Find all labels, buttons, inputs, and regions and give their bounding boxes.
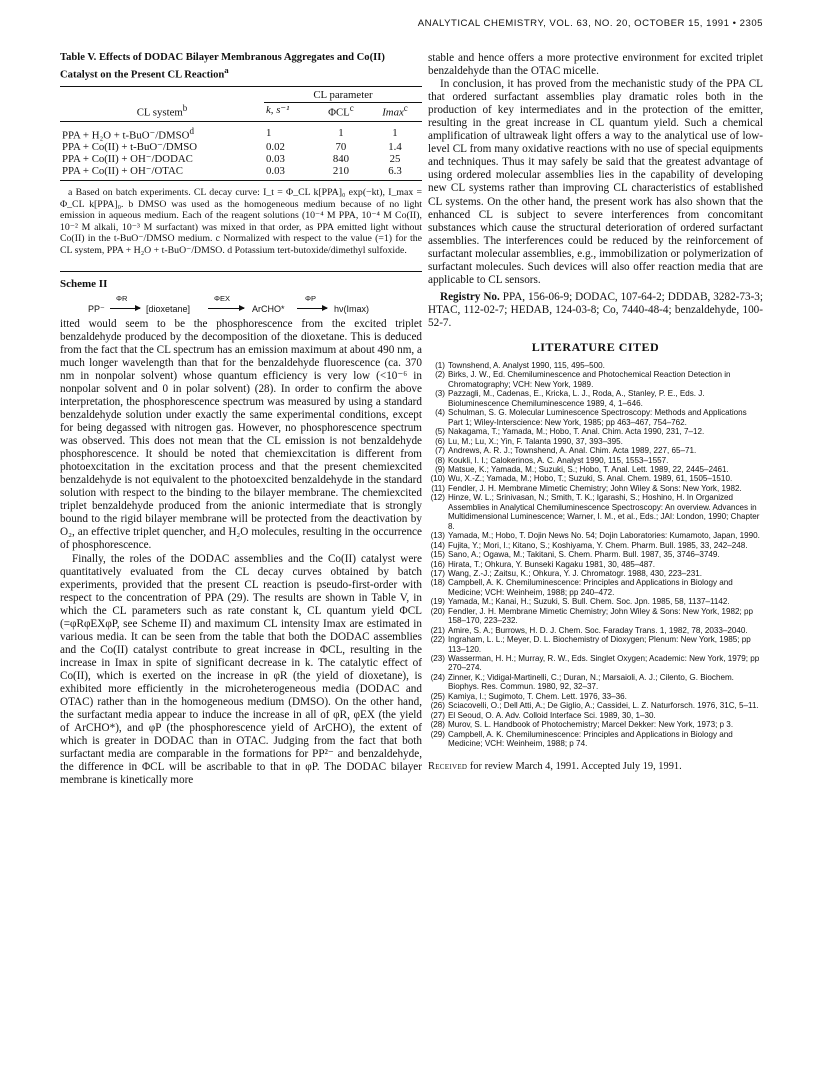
reference-text: Campbell, A. K. Chemiluminescence: Principles and Applications in Biology and Medicine; VCH: Weinheim, 1988; p 74. [448, 729, 733, 749]
reference-text: Andrews, A. R. J.; Townshend, A. Anal. Chim. Acta 1989, 227, 65–71. [448, 446, 697, 456]
reference-item [428, 550, 763, 559]
reference-text: Townshend, A. Analyst 1990, 115, 495–500. [448, 360, 605, 370]
col-header-system: CL system$^b$ [60, 102, 264, 121]
reference-item [428, 626, 763, 635]
reference-number: (29) [430, 729, 445, 739]
received-note: Received for review March 4, 1991. Accepted July 19, 1991. [428, 760, 682, 772]
scheme-arrow [110, 308, 140, 309]
reference-number: (17) [430, 568, 445, 578]
reference-text: Zinner, K.; Vidigal-Martinelli, C.; Duran, N.; Marsaioli, A. J.; Cilento, G. Biochem. Biophys. Res. Commun. 1980, 92, 32–37. [448, 672, 734, 692]
scheme-phi-p: ΦP [305, 293, 316, 303]
reference-text: Hinze, W. L.; Srinivasan, N.; Smith, T. K.; Igarashi, S.; Hoshino, H. In Organized Assemblies in Analytical Chemiluminescence Spectroscopy: An overview. Advances in Multidimensional Luminescence; Warner, I. M., et al., Eds.; JAI: London, 1990; Chapter 8. [448, 493, 760, 531]
reference-item [428, 569, 763, 578]
reference-number: (10) [430, 474, 445, 484]
reference-item [428, 389, 763, 408]
cl-parameter-table [60, 86, 422, 181]
reference-item [428, 673, 763, 692]
reference-item [428, 560, 763, 569]
reference-text: Birks, J. W., Ed. Chemiluminescence and Photochemical Reaction Detection in Chromatography; VCH: New York, 1989. [448, 370, 731, 389]
reference-text: Yamada, M.; Kanai, H.; Suzuki, S. Bull. Chem. Soc. Jpn. 1985, 58, 1137–1142. [448, 597, 730, 607]
reference-item [428, 370, 763, 389]
reference-item [428, 654, 763, 673]
reference-number: (27) [430, 710, 445, 720]
reference-number: (22) [430, 635, 445, 645]
reference-text: El Seoud, O. A. Adv. Colloid Interface Sci. 1989, 30, 1–30. [448, 710, 656, 720]
reference-number: (1) [435, 360, 445, 370]
reference-number: (20) [430, 606, 445, 616]
reference-text: Ingraham, L. L.; Meyer, D. L. Biochemistry of Dioxygen; Plenum: New York, 1985; pp 113–120. [448, 635, 751, 654]
scheme-pp: PP⁻ [88, 303, 105, 314]
reference-item [428, 446, 763, 455]
reference-item [428, 493, 763, 531]
reference-number: (19) [430, 597, 445, 607]
reference-item [428, 720, 763, 729]
right-paragraph-2: In conclusion, it has proved from the mechanistic study of the PPA CL that ordered surfactant assemblies play dramatic roles both in the production of key intermediates and in the protection of the emitter, resulting in the great increase in CL quantum yield. Such a chemical amplification of ultraweak light offers a way to the analytical use of low-level CL from many oxidative reactions with no use of special equipments and techniques. Thus it may safely be said that the greatest advantage of using ordered molecular assemblies lies in the capability of developing new CL systems rather than improving CL characteristics of established CL systems. On the other hand, the present work has also shown that the enhanced CL is subject to severe interferences from concomitant substances which cause the structural deterioration of ordered surfactant assemblies. The interferences could be reduced by the reinforcement of surfactant molecular assemblies, e.g., immobilization or polymerization of surfactant molecules. Such devices will also offer reaction media that are applicable to CL sensors. [428, 78, 763, 286]
reference-item [428, 408, 763, 427]
reference-number: (13) [430, 531, 445, 541]
table-group-header: CL parameter [264, 87, 422, 103]
reference-text: Pazzagli, M., Cadenas, E., Kricka, L. J., Roda, A., Stanley, P. E., Eds. J. Bioluminescence Chemiluminescence 1989, 4, 1–646. [448, 389, 705, 408]
running-header: ANALYTICAL CHEMISTRY, VOL. 63, NO. 20, OCTOBER 15, 1991 • 2305 [417, 18, 763, 29]
reference-item [428, 541, 763, 550]
left-paragraph-2: Finally, the roles of the DODAC assemblies and the Co(II) catalyst were quantitatively evaluated from the CL decay curves obtained by batch experiments, provided that the present CL reaction is pseudo-first-order with respect to the concentration of PPA (29). The results are shown in Table V, in which the CL parameters such as rate constant k, CL quantum yield ΦCL (=φRφEXφP, see Scheme II) and maximum CL intensity Imax are estimated in various media. It can be seen from the table that both the DODAC assemblies and the Co(II) catalyst contribute to great increase in ΦCL, resulting in the increase in Imax in spite of significant decrease in k. The catalytic effect of Co(II), which is exerted on the increase in φR (the yield of dioxetane), is exhibited more efficiently in the microheterogeneous media (DODAC and OTAC) rather than in the homogeneous medium (DMSO). On the other hand, the surfactant media appear to induce the increase in all of φR, φEX (the yield of ArCHO*), and φP (the phosphorescence yield of ArCHO), the extent of which is greater in DODAC than in OTAC. Judging from the fact that both surfactant media are comparable in the formations for PP²⁻ and benzaldehyde, the difference in ΦCL will be ascribable to that in φP. The DODAC bilayer membrane is kinetically more [60, 552, 422, 787]
reference-text: Fendler, J. H. Membrane Mimetic Chemistry; John Wiley & Sons: New York, 1982; pp 158–170, 223–232. [448, 606, 753, 626]
reference-text: Campbell, A. K. Chemiluminescence: Principles and Applications in Biology and Medicine; VCH: Weinheim, 1988; pp 240–472. [448, 578, 733, 597]
reference-number: (26) [430, 701, 445, 711]
reference-text: Lu, M.; Lu, X.; Yin, F. Talanta 1990, 37, 393–395. [448, 436, 623, 446]
col-header-k: k, s⁻¹ [264, 102, 314, 121]
reference-number: (6) [435, 436, 445, 446]
reference-item [428, 474, 763, 483]
reference-text: Fendler, J. H. Membrane Mimetic Chemistry; John Wiley & Sons: New York, 1982. [448, 483, 742, 493]
right-column [428, 52, 763, 772]
reference-text: Wu, X.-Z.; Yamada, M.; Hobo, T.; Suzuki, S. Anal. Chem. 1989, 61, 1505–1510. [448, 474, 733, 484]
reference-number: (24) [430, 672, 445, 682]
reference-item [428, 465, 763, 474]
reference-text: Amire, S. A.; Burrows, H. D. J. Chem. Soc. Faraday Trans. 1, 1982, 78, 2033–2040. [448, 625, 748, 635]
scheme-title: Scheme II [60, 271, 422, 290]
reference-item [428, 607, 763, 626]
scheme-phi-ex: ΦEX [214, 293, 230, 303]
reference-item [428, 711, 763, 720]
left-column [60, 52, 422, 787]
reference-item [428, 730, 763, 749]
reference-number: (28) [430, 720, 445, 730]
reference-number: (2) [435, 370, 445, 380]
reference-number: (5) [435, 427, 445, 437]
reference-number: (4) [435, 408, 445, 418]
reference-item [428, 361, 763, 370]
reference-number: (23) [430, 654, 445, 664]
reference-number: (11) [431, 483, 445, 493]
reference-text: Kamiya, I.; Sugimoto, T. Chem. Lett. 1976, 33–36. [448, 691, 627, 701]
scheme-archo: ArCHO* [252, 303, 285, 314]
reference-list [428, 361, 763, 749]
reference-number: (15) [430, 550, 445, 560]
reference-text: Schulman, S. G. Molecular Luminescence Spectroscopy: Methods and Applications Part 1; Wiley-Interscience: New York, 1985; pp 463–467, 754–762. [448, 408, 747, 427]
reference-text: Wasserman, H. H.; Murray, R. W., Eds. Singlet Oxygen; Academic: New York, 1979; pp 270–274. [448, 654, 760, 673]
reference-item [428, 437, 763, 446]
scheme-arrow [297, 308, 327, 309]
table-row: PPA + Co(II) + t-BuO⁻/DMSO 0.02 70 1.4 [62, 141, 402, 154]
reference-text: Murov, S. L. Handbook of Photochemistry; Marcel Dekker: New York, 1973; p 3. [448, 720, 734, 730]
reference-text: Wang, Z.-J.; Zaitsu, K.; Ohkura, Y. J. Chromatogr. 1988, 430, 223–231. [448, 568, 703, 578]
scheme-diagram [60, 290, 422, 318]
scheme-dioxetane: [dioxetane] [146, 303, 191, 314]
reference-number: (14) [430, 540, 445, 550]
reference-text: Koukli, I. I.; Calokerinos, A. C. Analyst 1990, 115, 1553–1557. [448, 455, 669, 465]
registry-numbers: Registry No. PPA, 156-06-9; DODAC, 107-64-2; DDDAB, 3282-73-3; HTAC, 112-02-7; HEDAB, 124-03-8; Co, 7440-48-4; benzaldehyde, 100-52-7. [428, 290, 764, 329]
reference-number: (25) [430, 691, 445, 701]
scheme-phi-r: ΦR [116, 293, 128, 303]
table-caption: Table V. Effects of DODAC Bilayer Membranous Aggregates and Co(II) Catalyst on the Present CL Reaction$^a$ [60, 52, 385, 81]
reference-text: Hirata, T.; Ohkura, Y. Bunseki Kagaku 1981, 30, 485–487. [448, 559, 655, 569]
reference-number: (21) [430, 625, 445, 635]
reference-number: (8) [435, 455, 445, 465]
right-paragraph-1: stable and hence offers a more protective environment for excited triplet benzaldehyde than the OTAC micelle. [428, 52, 763, 78]
reference-number: (7) [435, 446, 445, 456]
scheme-hv: hν(Imax) [334, 303, 370, 314]
literature-cited-title: LITERATURE CITED [531, 339, 660, 354]
reference-item [428, 427, 763, 436]
col-header-phi: ΦCL$^c$ [314, 102, 368, 121]
reference-item [428, 692, 763, 701]
table-row: PPA + Co(II) + OH⁻/OTAC 0.03 210 6.3 [60, 166, 422, 181]
reference-number: (18) [430, 578, 445, 588]
reference-item [428, 531, 763, 540]
reference-text: Matsue, K.; Yamada, M.; Suzuki, S.; Hobo, T. Anal. Lett. 1989, 22, 2445–2461. [448, 464, 729, 474]
reference-item [428, 701, 763, 710]
table-row: PPA + Co(II) + OH⁻/DODAC 0.03 840 25 [62, 152, 401, 165]
scheme-arrow [208, 308, 244, 309]
reference-number: (3) [435, 389, 445, 399]
col-header-imax: Imax$^c$ [368, 102, 422, 121]
reference-number: (12) [430, 493, 445, 503]
reference-text: Yamada, M.; Hobo, T. Dojin News No. 54; Dojin Laboratories: Kumamoto, Japan, 1990. [448, 531, 760, 541]
reference-text: Fujita, Y.; Mori, I.; Kitano, S.; Koshiyama, Y. Chem. Pharm. Bull. 1985, 33, 242–248. [448, 540, 748, 550]
reference-text: Sciacovelli, O.; Dell Atti, A.; De Giglio, A.; Cassidei, L. Z. Naturforsch. 1976, 31C, 5–11. [448, 701, 759, 711]
left-paragraph-1: itted would seem to be the phosphorescence from the excited triplet benzaldehyde produced by the decomposition of the dioxetane. This is deduced from the fact that the CL spectrum has an emission maximum at about 490 nm, a much longer wavelength than that for the benzaldehyde fluorescence (ca. 370 nm in nonpolar solvent) whose quantum efficiency is very low (<10⁻⁶ in nonpolar solvent and 0 in polar solvent) (28). In order to confirm the above interpretation, the phosphorescence spectrum was measured by using a standard benzaldehyde solution under exactly the same experimental conditions, except for being degassed with nitrogen gas. However, no phosphorescence spectrum was observed. This does not mean that the CL emission is not benzaldehyde phosphorescence. It should be noted that chemiexcitation is different from photoexcitation in the excitation process and that the present chemiexcited benzaldehyde is not equivalent to the photoexcited benzaldehyde in the standard solution with respect to the binding to the bilayer membrane. The chemiexcited triplet benzaldehyde produced from the anionic intermediate that is strongly bound to the rigid bilayer membrane will be protected from the deactivation by O₂, an effective triplet quencher, and H₂O molecules, resulting in the occurrence of phosphorescence. [60, 317, 422, 552]
reference-item [428, 456, 763, 465]
reference-number: (16) [430, 559, 445, 569]
table-footnotes: a Based on batch experiments. CL decay curve: I_t = Φ_CL k[PPA]₀ exp(−kt), I_max = Φ_CL k[PPA]₀. b DMSO was used as the homogeneous medium because of no light emission in aqueous medium. Each of the reagent solutions (10⁻⁴ M PPA, 10⁻⁴ M Co(II), 10⁻² M alkali, 10⁻³ M surfactant) was mixed in that order, as PPA emitted light without Co(II) in the t-BuO⁻/DMSO medium. c Normalized with respect to the value (=1) for the CL system, PPA + H₂O + t-BuO⁻/DMSO. d Potassium tert-butoxide/dimethyl sulfoxide. [60, 187, 422, 257]
reference-item [428, 635, 763, 654]
reference-number: (9) [435, 464, 445, 474]
reference-item [428, 484, 763, 493]
reference-item [428, 597, 763, 606]
reference-item [428, 578, 763, 597]
reference-text: Nakagama, T.; Yamada, M.; Hobo, T. Anal. Chim. Acta 1990, 231, 7–12. [448, 427, 705, 437]
table-row: PPA + $H_2O + t-BuO^-/DMSO^d$ 1 1 1 [62, 126, 398, 142]
reference-text: Sano, A.; Ogawa, M.; Takitani, S. Chem. Pharm. Bull. 1987, 35, 3746–3749. [448, 550, 720, 560]
